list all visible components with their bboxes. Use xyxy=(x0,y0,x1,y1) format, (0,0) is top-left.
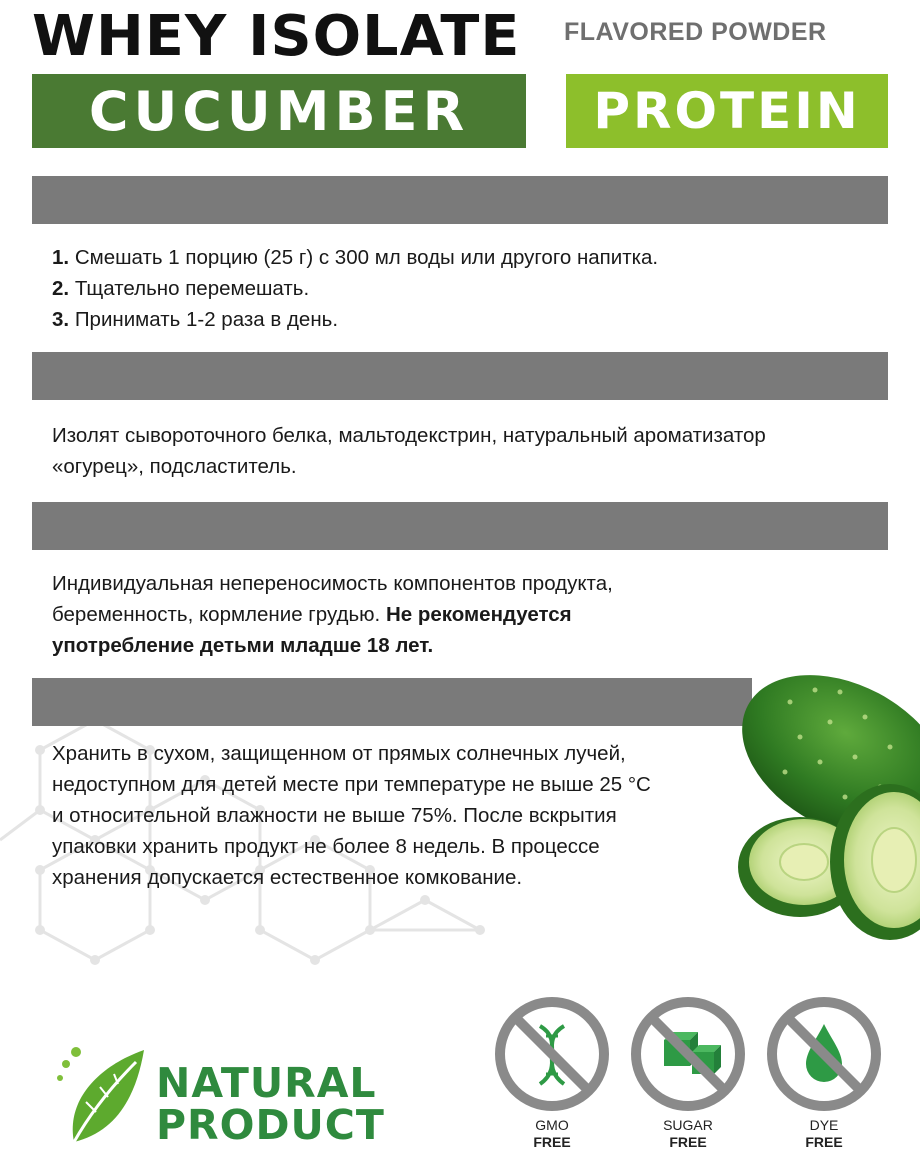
section-bar-composition xyxy=(32,352,888,400)
storage-line: недоступном для детей месте при температуре не выше 25 °C xyxy=(52,773,651,796)
storage-line: и относительной влажности не выше 75%. После вскрытия xyxy=(52,804,617,827)
cucumber-image xyxy=(730,662,920,962)
section-bar-contraindications xyxy=(32,502,888,550)
section-bar-usage xyxy=(32,176,888,224)
flavor-label: CUCUMBER xyxy=(88,79,470,143)
category-banner xyxy=(566,74,888,148)
contraindications-text xyxy=(52,568,613,661)
contraindications-line xyxy=(52,630,613,661)
step-text: Смешать 1 порцию (25 г) с 300 мл воды или другого напитка. xyxy=(74,246,659,269)
contraindications-normal: беременность, кормление грудью. xyxy=(52,603,381,626)
composition-text xyxy=(52,420,766,482)
step-text: Тщательно перемешать. xyxy=(74,277,310,300)
section-bar-storage xyxy=(32,678,752,726)
contraindications-line: Индивидуальная непереносимость компонентов продукта, xyxy=(52,572,613,595)
storage-text xyxy=(52,738,651,893)
contraindications-warning: Не рекомендуется xyxy=(385,603,572,626)
badge-label-bottom: FREE xyxy=(533,1134,571,1150)
badge-label-bottom: FREE xyxy=(669,1134,707,1150)
badge-label-top: SUGAR xyxy=(663,1117,713,1133)
usage-step xyxy=(52,273,658,304)
product-type-title: WHEY ISOLATE xyxy=(32,4,521,69)
badge-label xyxy=(630,1117,746,1151)
sugar-free-badge xyxy=(630,996,746,1151)
badge-label xyxy=(766,1117,882,1151)
dye-free-badge xyxy=(766,996,882,1151)
usage-steps xyxy=(52,242,658,335)
contraindications-warning: употребление детьми младше 18 лет. xyxy=(52,634,434,657)
drop-icon xyxy=(766,996,882,1112)
badge-label-top: GMO xyxy=(535,1117,569,1133)
badge-label-top: DYE xyxy=(809,1117,839,1133)
natural-product-line: NATURAL xyxy=(156,1059,377,1107)
composition-line: Изолят сывороточного белка, мальтодекстрин, натуральный ароматизатор xyxy=(52,424,766,447)
category-label: PROTEIN xyxy=(593,82,861,140)
dna-icon xyxy=(494,996,610,1112)
flavor-banner xyxy=(32,74,526,148)
leaf-icon xyxy=(56,1042,152,1148)
contraindications-line xyxy=(52,599,613,630)
sugar-cubes-icon xyxy=(630,996,746,1112)
step-number: 2. xyxy=(52,277,70,300)
storage-line: упаковки хранить продукт не более 8 недель. В процессе xyxy=(52,835,600,858)
step-number: 1. xyxy=(52,246,70,269)
natural-product-logo-text xyxy=(156,1059,385,1149)
natural-product-line: PRODUCT xyxy=(156,1101,385,1149)
gmo-free-badge xyxy=(494,996,610,1151)
storage-line: хранения допускается естественное комкование. xyxy=(52,866,523,889)
product-subtitle: FLAVORED POWDER xyxy=(564,18,827,46)
step-number: 3. xyxy=(52,308,70,331)
usage-step xyxy=(52,304,658,335)
badge-label xyxy=(494,1117,610,1151)
step-text: Принимать 1-2 раза в день. xyxy=(74,308,339,331)
usage-step xyxy=(52,242,658,273)
badge-label-bottom: FREE xyxy=(805,1134,843,1150)
storage-line: Хранить в сухом, защищенном от прямых солнечных лучей, xyxy=(52,742,626,765)
composition-line: «огурец», подсластитель. xyxy=(52,455,297,478)
